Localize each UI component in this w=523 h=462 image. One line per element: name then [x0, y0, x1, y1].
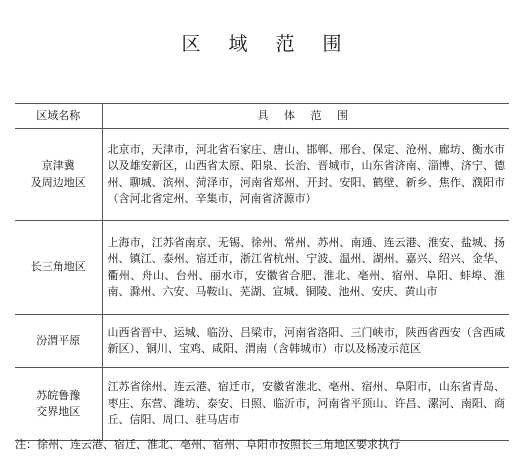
region-name-line: 苏皖鲁豫	[36, 388, 81, 402]
region-name-cell	[15, 368, 102, 441]
region-name-cell	[15, 315, 102, 368]
region-name-line: 长三角地区	[30, 260, 86, 274]
page-title: 区 域 范 围	[181, 33, 353, 55]
region-table	[15, 103, 509, 441]
region-scope-cell: 山西省晋中、运城、临汾、吕梁市，河南省洛阳、三门峡市，陕西省西安（含西咸新区）、铜川、宝鸡、咸阳、渭南（含韩城市）市以及杨凌示范区	[102, 315, 509, 368]
table-row	[15, 221, 509, 315]
header-scope-label: 具 体 范 围	[257, 108, 354, 122]
region-name-line: 京津冀	[41, 159, 75, 172]
region-name-line: 及周边地区	[30, 175, 86, 189]
region-name-line: 交界地区	[36, 405, 81, 418]
region-scope-cell: 北京市，天津市，河北省石家庄、唐山、邯郸、邢台、保定、沧州、廊坊、衡水市以及雄安新区，山西省太原、阳泉、长治、晋城市，山东省济南、淄博、济宁、德州、聊城、滨州、菏泽市，河南省郑州、开封、安阳、鹤壁、新乡、焦作、濮阳市（含河北省定州、辛集市，河南省济源市）	[102, 129, 509, 221]
table-row	[15, 368, 509, 441]
header-region-name: 区域名称	[15, 104, 102, 129]
table-row	[15, 315, 509, 368]
region-scope-cell: 上海市，江苏省南京、无锡、徐州、常州、苏州、南通、连云港、淮安、盐城、扬州、镇江、泰州、宿迁市，浙江省杭州、宁波、温州、湖州、嘉兴、绍兴、金华、衢州、舟山、台州、丽水市，安徽省合肥、淮北、亳州、宿州、阜阳、蚌埠、淮南、滁州、六安、马鞍山、芜湖、宣城、铜陵、池州、安庆、黄山市	[102, 221, 509, 315]
region-scope-cell: 江苏省徐州、连云港、宿迁市，安徽省淮北、亳州、宿州、阜阳市，山东省青岛、枣庄、东营、潍坊、泰安、日照、临沂市，河南省平顶山、许昌、漯河、南阳、商丘、信阳、周口、驻马店市	[102, 368, 509, 441]
region-name-cell	[15, 129, 102, 221]
table-row	[15, 129, 509, 221]
table-header-row	[15, 104, 509, 129]
footnote: 注：徐州、连云港、宿迁、淮北、亳州、宿州、阜阳市按照长三角地区要求执行	[15, 438, 400, 451]
region-name-line: 汾渭平原	[36, 333, 81, 347]
header-scope	[102, 104, 509, 129]
region-name-cell	[15, 221, 102, 315]
